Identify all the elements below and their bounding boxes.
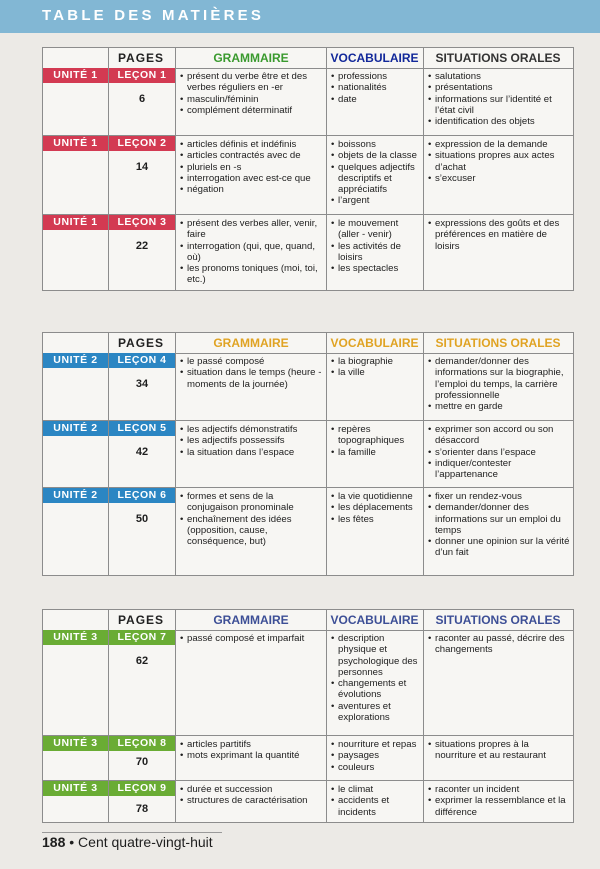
list-item: • articles partitifs: [187, 739, 323, 750]
list-item: • la biographie: [338, 356, 420, 367]
header-situations: SITUATIONS ORALES: [435, 613, 561, 627]
list-item: • raconter au passé, décrire des changements: [435, 633, 571, 656]
situations-cell: [427, 139, 571, 184]
list-item: • le passé composé: [187, 356, 323, 367]
situations-cell: [427, 218, 571, 252]
situations-cell: [427, 784, 571, 818]
list-item: • expressions des goûts et des préférences en matière de loisirs: [435, 218, 571, 252]
lecon-label: LEÇON 4: [109, 353, 175, 368]
list-item: • négation: [187, 184, 323, 195]
unite-label: UNITÉ 1: [43, 68, 108, 83]
list-item: • articles définis et indéfinis: [187, 139, 323, 150]
list-item: • expression de la demande: [435, 139, 571, 150]
header-pages: PAGES: [117, 51, 165, 65]
lesson-row-1: [43, 68, 573, 134]
list-item: • s’excuser: [435, 173, 571, 184]
vocabulaire-cell: [330, 356, 420, 379]
grammaire-cell: [179, 739, 323, 762]
vocabulaire-cell: [330, 784, 420, 818]
list-item: • nationalités: [338, 82, 420, 93]
page-number: 42: [135, 446, 149, 458]
lesson-row-5: [43, 420, 573, 487]
list-item: • complément déterminatif: [187, 105, 323, 116]
list-item: • exprimer la ressemblance et la différence: [435, 795, 571, 818]
header-vocabulaire: VOCABULAIRE: [330, 613, 419, 627]
situations-cell: [427, 633, 571, 656]
situations-cell: [427, 356, 571, 412]
list-item: • interrogation (qui, que, quand, où): [187, 241, 323, 264]
header-grammaire: GRAMMAIRE: [213, 336, 289, 350]
lesson-row-7: [43, 630, 573, 734]
list-item: • interrogation avec est-ce que: [187, 173, 323, 184]
list-item: • salutations: [435, 71, 571, 82]
unite-label: UNITÉ 1: [43, 215, 108, 230]
list-item: • nourriture et repas: [338, 739, 420, 750]
table-block-unite-3: [42, 609, 574, 823]
list-item: • mots exprimant la quantité: [187, 750, 323, 761]
list-item: • l’argent: [338, 195, 420, 206]
list-item: • les adjectifs possessifs: [187, 435, 323, 446]
list-item: • situation dans le temps (heure - moments de la journée): [187, 367, 323, 390]
vocabulaire-cell: [330, 218, 420, 274]
list-item: • aventures et explorations: [338, 701, 420, 724]
lesson-row-8: [43, 735, 573, 780]
list-item: • passé composé et imparfait: [187, 633, 323, 644]
footer-page-number: 188: [42, 834, 66, 850]
grammaire-cell: [179, 491, 323, 547]
unite-label: UNITÉ 1: [43, 136, 108, 151]
table-block-unite-2: [42, 332, 574, 576]
header-situations: SITUATIONS ORALES: [435, 336, 561, 350]
list-item: • date: [338, 94, 420, 105]
lecon-label: LEÇON 6: [109, 488, 175, 503]
page-number: 62: [135, 655, 149, 667]
vocabulaire-cell: [330, 71, 420, 105]
list-item: • accidents et incidents: [338, 795, 420, 818]
page-number: 70: [135, 756, 149, 768]
header-grammaire: GRAMMAIRE: [213, 51, 289, 65]
list-item: • enchaînement des idées (opposition, cause, conséquence, but): [187, 514, 323, 548]
header-situations: SITUATIONS ORALES: [435, 51, 561, 65]
situations-cell: [427, 491, 571, 559]
list-item: • changements et évolutions: [338, 678, 420, 701]
list-item: • présentations: [435, 82, 571, 93]
list-item: • les déplacements: [338, 502, 420, 513]
lesson-row-4: [43, 353, 573, 419]
list-item: • s’orienter dans l’espace: [435, 447, 571, 458]
unite-label: UNITÉ 3: [43, 736, 108, 751]
unite-label: UNITÉ 2: [43, 353, 108, 368]
unite-label: UNITÉ 3: [43, 630, 108, 645]
unite-label: UNITÉ 2: [43, 421, 108, 436]
list-item: • quelques adjectifs descriptifs et appréciatifs: [338, 162, 420, 196]
header-pages: PAGES: [117, 336, 165, 350]
list-item: • les activités de loisirs: [338, 241, 420, 264]
lecon-label: LEÇON 5: [109, 421, 175, 436]
list-item: • la famille: [338, 447, 420, 458]
lesson-row-9: [43, 780, 573, 823]
list-item: • professions: [338, 71, 420, 82]
list-item: • objets de la classe: [338, 150, 420, 161]
list-item: • structures de caractérisation: [187, 795, 323, 806]
table-header: [43, 610, 573, 631]
page-title: TABLE DES MATIÈRES: [42, 7, 265, 24]
header-vocabulaire: VOCABULAIRE: [330, 51, 419, 65]
lesson-row-6: [43, 487, 573, 576]
lesson-row-2: [43, 135, 573, 214]
list-item: • identification des objets: [435, 116, 571, 127]
list-item: • présent du verbe être et des verbes réguliers en -er: [187, 71, 323, 94]
page-number: 34: [135, 378, 149, 390]
vocabulaire-cell: [330, 424, 420, 458]
situations-cell: [427, 424, 571, 480]
list-item: • les fêtes: [338, 514, 420, 525]
page-number: 14: [135, 161, 149, 173]
header-pages: PAGES: [117, 613, 165, 627]
vocabulaire-cell: [330, 139, 420, 207]
lecon-label: LEÇON 1: [109, 68, 175, 83]
list-item: • indiquer/contester l’appartenance: [435, 458, 571, 481]
situations-cell: [427, 739, 571, 762]
grammaire-cell: [179, 356, 323, 390]
list-item: • description physique et psychologique des personnes: [338, 633, 420, 678]
lecon-label: LEÇON 9: [109, 781, 175, 796]
lesson-row-3: [43, 214, 573, 291]
lecon-label: LEÇON 8: [109, 736, 175, 751]
list-item: • fixer un rendez-vous: [435, 491, 571, 502]
list-item: • informations sur l’identité et l’état civil: [435, 94, 571, 117]
list-item: • masculin/féminin: [187, 94, 323, 105]
page-number: 50: [135, 513, 149, 525]
lecon-label: LEÇON 3: [109, 215, 175, 230]
situations-cell: [427, 71, 571, 127]
unite-label: UNITÉ 3: [43, 781, 108, 796]
header-grammaire: GRAMMAIRE: [213, 613, 289, 627]
vocabulaire-cell: [330, 739, 420, 773]
list-item: • le mouvement (aller - venir): [338, 218, 420, 241]
grammaire-cell: [179, 139, 323, 195]
list-item: • le climat: [338, 784, 420, 795]
table-block-unite-1: [42, 47, 574, 291]
list-item: • demander/donner des informations sur un emploi du temps: [435, 502, 571, 536]
grammaire-cell: [179, 218, 323, 286]
table-header: [43, 333, 573, 354]
header-vocabulaire: VOCABULAIRE: [330, 336, 419, 350]
list-item: • mettre en garde: [435, 401, 571, 412]
page-footer: [42, 834, 213, 850]
grammaire-cell: [179, 784, 323, 807]
grammaire-cell: [179, 424, 323, 458]
footer-rule: [42, 832, 222, 833]
list-item: • présent des verbes aller, venir, faire: [187, 218, 323, 241]
list-item: • boissons: [338, 139, 420, 150]
lecon-label: LEÇON 2: [109, 136, 175, 151]
list-item: • couleurs: [338, 762, 420, 773]
table-header: [43, 48, 573, 69]
list-item: • paysages: [338, 750, 420, 761]
list-item: • les spectacles: [338, 263, 420, 274]
vocabulaire-cell: [330, 491, 420, 525]
list-item: • situations propres aux actes d’achat: [435, 150, 571, 173]
list-item: • exprimer son accord ou son désaccord: [435, 424, 571, 447]
list-item: • pluriels en -s: [187, 162, 323, 173]
list-item: • demander/donner des informations sur la biographie, l’emploi du temps, la carrière professionnelle: [435, 356, 571, 401]
list-item: • la vie quotidienne: [338, 491, 420, 502]
list-item: • situations propres à la nourriture et au restaurant: [435, 739, 571, 762]
list-item: • la situation dans l’espace: [187, 447, 323, 458]
list-item: • les pronoms toniques (moi, toi, etc.): [187, 263, 323, 286]
page-number: 22: [135, 240, 149, 252]
footer-page-words: • Cent quatre-vingt-huit: [69, 834, 213, 850]
list-item: • la ville: [338, 367, 420, 378]
list-item: • les adjectifs démonstratifs: [187, 424, 323, 435]
list-item: • repères topographiques: [338, 424, 420, 447]
grammaire-cell: [179, 633, 323, 644]
list-item: • donner une opinion sur la vérité d’un fait: [435, 536, 571, 559]
grammaire-cell: [179, 71, 323, 116]
list-item: • formes et sens de la conjugaison pronominale: [187, 491, 323, 514]
unite-label: UNITÉ 2: [43, 488, 108, 503]
vocabulaire-cell: [330, 633, 420, 723]
list-item: • articles contractés avec de: [187, 150, 323, 161]
list-item: • raconter un incident: [435, 784, 571, 795]
list-item: • durée et succession: [187, 784, 323, 795]
lecon-label: LEÇON 7: [109, 630, 175, 645]
page-number: 6: [138, 93, 146, 105]
page-number: 78: [135, 803, 149, 815]
